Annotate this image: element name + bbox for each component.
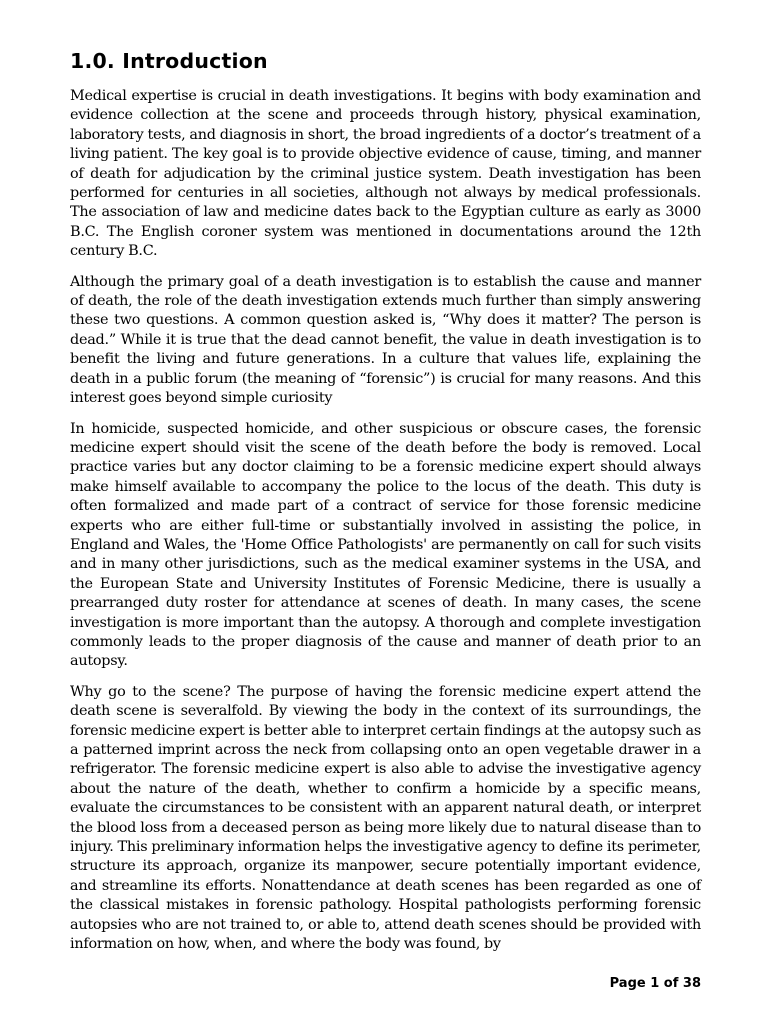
paragraph-1: Medical expertise is crucial in death investigations. It begins with body examination and evidence collection at the scene and proceeds through history, physical examination, laboratory tests, and diagnosis in short, the broad ingredients of a doctor’s treatment of a living patient. The key goal is to provide objective evidence of cause, timing, and manner of death for adjudication by the criminal justice system. Death investigation has been performed for centuries in all societies, although not always by medical professionals. The association of law and medicine dates back to the Egyptian culture as early as 3000 B.C. The English coroner system was mentioned in documentations around the 12th century B.C. [70,88,701,260]
paragraph-3: In homicide, suspected homicide, and other suspicious or obscure cases, the forensic medicine expert should visit the scene of the death before the body is removed. Local practice varies but any doctor claiming to be a forensic medicine expert should always make himself available to accompany the police to the locus of the death. This duty is often formalized and made part of a contract of service for those forensic medicine experts who are either full-time or substantially involved in assisting the police, in England and Wales, the 'Home Office Pathologists' are permanently on call for such visits and in many other jurisdictions, such as the medical examiner systems in the USA, and the European State and University Institutes of Forensic Medicine, there is usually a prearranged duty roster for attendance at scenes of death. In many cases, the scene investigation is more important than the autopsy. A thorough and complete investigation commonly leads to the proper diagnosis of the cause and manner of death prior to an autopsy. [70,420,701,670]
body-text [70,87,701,965]
paragraph-2: Although the primary goal of a death investigation is to establish the cause and manner of death, the role of the death investigation extends much further than simply answering these two questions. A common question asked is, “Why does it matter? The person is dead.” While it is true that the dead cannot benefit, the value in death investigation is to benefit the living and future generations. In a culture that values life, explaining the death in a public forum (the meaning of “forensic”) is crucial for many reasons. And this interest goes beyond simple curiosity [70,273,701,407]
page-number: Page 1 of 38 [609,976,701,991]
section-heading: 1.0. Introduction [70,49,268,73]
paragraph-4: Why go to the scene? The purpose of having the forensic medicine expert attend the death scene is severalfold. By viewing the body in the context of its surroundings, the forensic medicine expert is better able to interpret certain findings at the autopsy such as a patterned imprint across the neck from collapsing onto an open vegetable drawer in a refrigerator. The forensic medicine expert is also able to advise the investigative agency about the nature of the death, whether to confirm a homicide by a specific means, evaluate the circumstances to be consistent with an apparent natural death, or interpret the blood loss from a deceased person as being more likely due to natural disease than to injury. This preliminary information helps the investigative agency to define its perimeter, structure its approach, organize its manpower, secure potentially important evidence, and streamline its efforts. Nonattendance at death scenes has been regarded as one of the classical mistakes in forensic pathology. Hospital pathologists performing forensic autopsies who are not trained to, or able to, attend death scenes should be provided with information on how, when, and where the body was found, by [70,683,701,953]
